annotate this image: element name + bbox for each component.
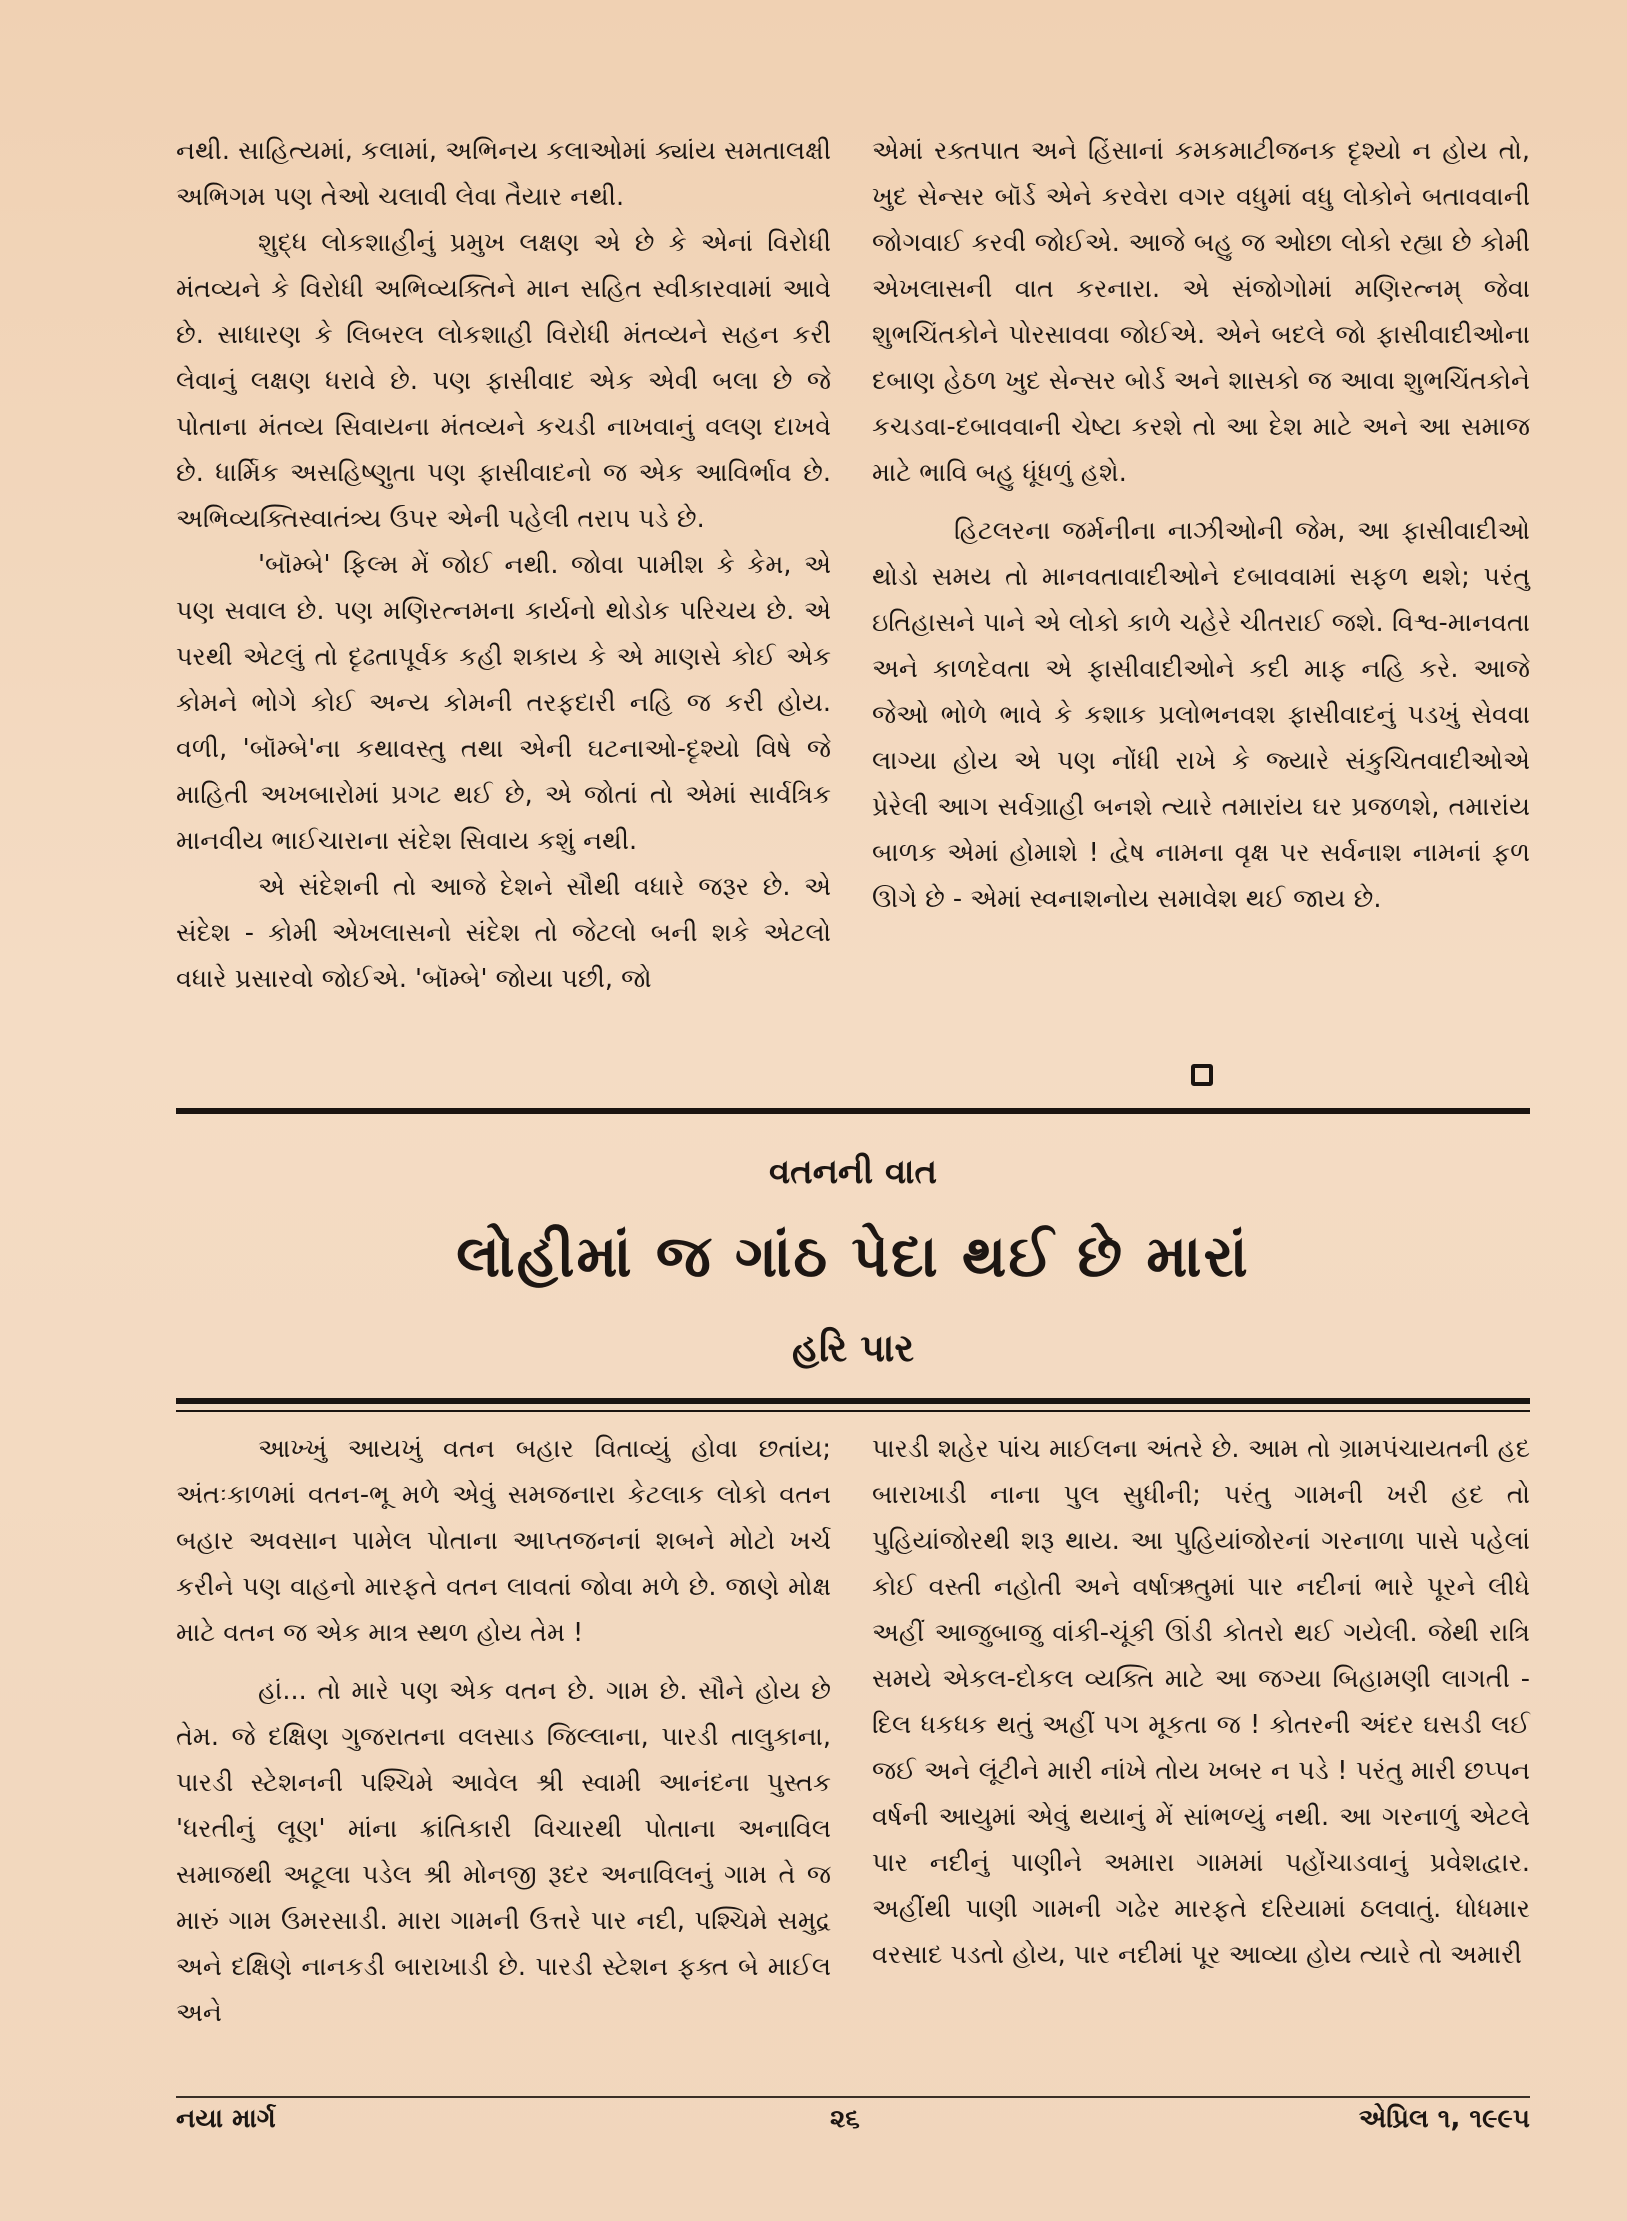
article-headline: લોહીમાં જ ગાંઠ પેદા થઈ છે મારાં: [456, 1222, 1250, 1290]
page-number: ૨૬: [830, 2104, 860, 2134]
top-left-column: [176, 128, 831, 1002]
article-author: હરિ પાર: [791, 1326, 915, 1370]
paragraph: એ સંદેશની તો આજે દેશને સૌથી વધારે જરૂર છે. એ સંદેશ - કોમી એખલાસનો સંદેશ તો જેટલો બની શકે એટલો વધારે પ્રસારવો જોઈએ. 'બૉમ્બે' જોયા પછી, જો: [176, 872, 831, 994]
paragraph: શુદ્ધ લોકશાહીનું પ્રમુખ લક્ષણ એ છે કે એનાં વિરોધી મંતવ્યને કે વિરોધી અભિવ્યક્તિને માન સહિત સ્વીકારવામાં આવે છે. સાધારણ કે લિબરલ લોકશાહી વિરોધી મંતવ્યને સહન કરી લેવાનું લક્ષણ ધરાવે છે. પણ ફાસીવાદ એક એવી બલા છે જે પોતાના મંતવ્ય સિવાયના મંતવ્યને કચડી નાખવાનું વલણ દાખવે છે. ધાર્મિક અસહિષ્ણુતા પણ ફાસીવાદનો જ એક આવિર્ભાવ છે. અભિવ્યક્તિસ્વાતંત્ર્ય ઉપર એની પહેલી તરાપ પડે છે.: [176, 228, 831, 534]
paragraph: નથી. સાહિત્યમાં, કલામાં, અભિનય કલાઓમાં ક્યાંય સમતાલક્ષી અભિગમ પણ તેઓ ચલાવી લેવા તૈયાર નથી.: [176, 136, 831, 212]
paragraph: એમાં રક્તપાત અને હિંસાનાં કમકમાટીજનક દૃશ્યો ન હોય તો, ખુદ સેન્સર બૉર્ડ એને કરવેરા વગર વધુમાં વધુ લોકોને બતાવવાની જોગવાઈ કરવી જોઈએ. આજે બહુ જ ઓછા લોકો રહ્યા છે કોમી એખલાસની વાત કરનારા. એ સંજોગોમાં મણિરત્નમ્ જેવા શુભચિંતકોને પોરસાવવા જોઈએ. એને બદલે જો ફાસીવાદીઓના દબાણ હેઠળ ખુદ સેન્સર બોર્ડ અને શાસકો જ આવા શુભચિંતકોને કચડવા-દબાવવાની ચેષ્ટા કરશે તો આ દેશ માટે અને આ સમાજ માટે ભાવિ બહુ ધૂંધળું હશે.: [872, 136, 1530, 488]
footer-rule: [176, 2096, 1530, 2098]
paragraph: 'બૉમ્બે' ફિલ્મ મેં જોઈ નથી. જોવા પામીશ કે કેમ, એ પણ સવાલ છે. પણ મણિરત્નમના કાર્યનો થોડોક પરિચય છે. એ પરથી એટલું તો દૃઢતાપૂર્વક કહી શકાય કે એ માણસે કોઈ એક કોમને ભોગે કોઈ અન્ય કોમની તરફદારી નહિ જ કરી હોય. વળી, 'બૉમ્બે'ના કથાવસ્તુ તથા એની ઘટનાઓ-દૃશ્યો વિષે જે માહિતી અખબારોમાં પ્રગટ થઈ છે, એ જોતાં તો એમાં સાર્વત્રિક માનવીય ભાઈચારાના સંદેશ સિવાય કશું નથી.: [176, 550, 831, 856]
paragraph: આખ્ખું આયખું વતન બહાર વિતાવ્યું હોવા છતાંય; અંતઃકાળમાં વતન-ભૂ મળે એવું સમજનારા કેટલાક લોકો વતન બહાર અવસાન પામેલ પોતાના આપ્તજનનાં શબને મોટો ખર્ચ કરીને પણ વાહનો મારફતે વતન લાવતાં જોવા મળે છે. જાણે મોક્ષ માટે વતન જ એક માત્ર સ્થળ હોય તેમ !: [176, 1434, 831, 1648]
magazine-name: નયા માર્ગ: [176, 2104, 276, 2134]
bottom-left-column: [176, 1426, 831, 2036]
top-right-column: [872, 128, 1530, 922]
paragraph: હિટલરના જર્મનીના નાઝીઓની જેમ, આ ફાસીવાદીઓ થોડો સમય તો માનવતાવાદીઓને દબાવવામાં સફળ થશે; પરંતુ ઇતિહાસને પાને એ લોકો કાળે ચહેરે ચીતરાઈ જશે. વિશ્વ-માનવતા અને કાળદેવતા એ ફાસીવાદીઓને કદી માફ નહિ કરે. આજે જેઓ ભોળે ભાવે કે કશાક પ્રલોભનવશ ફાસીવાદનું પડખું સેવવા લાગ્યા હોય એ પણ નોંધી રાખે કે જ્યારે સંકુચિતવાદીઓએ પ્રેરેલી આગ સર્વગ્રાહી બનશે ત્યારે તમારાંય ઘર પ્રજળશે, તમારાંય બાળક એમાં હોમાશે ! દ્વેષ નામના વૃક્ષ પર સર્વનાશ નામનાં ફળ ઊગે છે - એમાં સ્વનાશનોય સમાવેશ થઈ જાય છે.: [872, 516, 1530, 914]
section-divider-top: [176, 1108, 1530, 1114]
paragraph: હાં... તો મારે પણ એક વતન છે. ગામ છે. સૌને હોય છે તેમ. જે દક્ષિણ ગુજરાતના વલસાડ જિલ્લાના, પારડી તાલુકાના, પારડી સ્ટેશનની પશ્ચિમે આવેલ શ્રી સ્વામી આનંદના પુસ્તક 'ધરતીનું લૂણ' માંના ક્રાંતિકારી વિચારથી પોતાના અનાવિલ સમાજથી અટૂલા પડેલ શ્રી મોનજી રૂદર અનાવિલનું ગામ તે જ મારું ગામ ઉમરસાડી. મારા ગામની ઉત્તરે પાર નદી, પશ્ચિમે સમુદ્ર અને દક્ષિણે નાનકડી બારાખાડી છે. પારડી સ્ટેશન ફક્ત બે માઈલ અને: [176, 1676, 831, 2028]
section-title: વતનની વાત: [769, 1152, 937, 1192]
paragraph: પારડી શહેર પાંચ માઈલના અંતરે છે. આમ તો ગ્રામપંચાયતની હદ બારાખાડી નાના પુલ સુધીની; પરંતુ ગામની ખરી હદ તો પુહિયાંજોરથી શરૂ થાય. આ પુહિયાંજોરનાં ગરનાળા પાસે પહેલાં કોઈ વસ્તી નહોતી અને વર્ષાઋતુમાં પાર નદીનાં ભારે પૂરને લીધે અહીં આજુબાજુ વાંકી-ચૂંકી ઊંડી કોતરો થઈ ગયેલી. જેથી રાત્રિ સમયે એકલ-દોકલ વ્યક્તિ માટે આ જગ્યા બિહામણી લાગતી - દિલ ધકધક થતું અહીં પગ મૂકતા જ ! કોતરની અંદર ઘસડી લઈ જઈ અને લૂંટીને મારી નાંખે તોય ખબર ન પડે ! પરંતુ મારી છપ્પન વર્ષની આયુમાં એવું થયાનું મેં સાંભળ્યું નથી. આ ગરનાળું એટલે પાર નદીનું પાણીને અમારા ગામમાં પહોંચાડવાનું પ્રવેશદ્વાર. અહીંથી પાણી ગામની ગઢેર મારફતે દરિયામાં ઠલવાતું. ધોધમાર વરસાદ પડતો હોય, પાર નદીમાં પૂર આવ્યા હોય ત્યારે તો અમારી: [872, 1434, 1530, 1970]
bottom-right-column: [872, 1426, 1530, 1978]
issue-date: એપ્રિલ ૧, ૧૯૯૫: [1358, 2104, 1530, 2134]
end-of-article-square-icon: [1191, 1064, 1213, 1086]
section-divider-bottom: [176, 1398, 1530, 1412]
